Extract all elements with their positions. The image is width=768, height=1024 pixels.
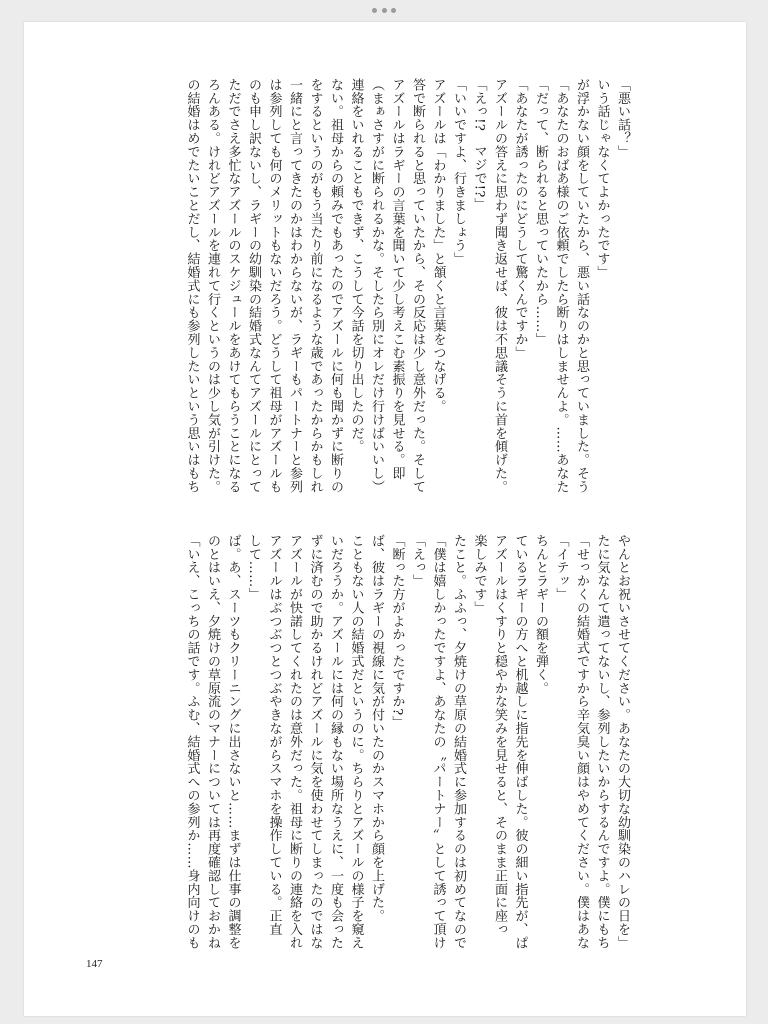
text-block-top (92, 78, 632, 524)
text-line: アズールはぶつぶつとつぶやきながらスマホを操作している。正直 (266, 534, 282, 936)
handle-dot (382, 8, 387, 13)
text-line: 「えっ」 (410, 534, 425, 588)
text-line: 「だって、断られると思っていたから……」 (533, 78, 548, 346)
text-line: をするというのがもう当たり前になるような歳であったからかもしれ (307, 78, 323, 494)
text-line: アズールはラギーの言葉を聞いて少し考えこむ素振りを見せる。即 (389, 78, 405, 480)
text-line: ない。祖母からの頼みでもあったのでアズールに何も聞かずに断りの (328, 78, 343, 494)
text-line: 「あなたのおばあ様のご依頼でしたら断りはしませんよ。……あなた (553, 78, 569, 494)
text-line: ろんある。けれどアズールを連れて行くというのは少し気が引けた。 (205, 78, 220, 494)
text-line: 「いいですよ、行きましょう」 (451, 78, 466, 266)
text-line: して……」 (246, 534, 261, 601)
text-line: の結婚はめでたいことだし、結婚式にも参列したいという思いはもち (184, 78, 200, 494)
handle-dot (391, 8, 396, 13)
text-line: は参列しても何のメリットもないだろう。どうして祖母がアズールも (266, 78, 282, 494)
text-line: たに気なんて遣ってないし、参列したいからするんですよ。僕にもち (594, 534, 610, 950)
text-line: 連絡をいれることもできず、こうして今話を切り出したのだ。 (348, 78, 364, 454)
text-line: 「断った方がよかったですか?」 (389, 534, 405, 729)
handle-dot (372, 8, 377, 13)
text-line: 一緒にと言ってきたのかはわからないが、ラギーもパートナーと参列 (287, 78, 302, 494)
text-line: アズールは「わかりました」と頷くと言葉をつなげる。 (430, 78, 446, 413)
text-line: アズールが快諾してくれたのは意外だった。祖母に断りの連絡を入れ (287, 534, 302, 950)
book-page (24, 22, 746, 1016)
page-number: 147 (86, 958, 103, 970)
text-line: こともない人の結婚式だというのに。ちらりとアズールの様子を窺え (348, 534, 364, 950)
text-line: 「僕は嬉しかったですよ、あなたの〝パートナー〟として誘って頂け (430, 534, 446, 950)
text-line: 「いえ、こっちの話です。ふむ、結婚式への参列か……身内向けのも (184, 534, 200, 950)
text-line: ば、彼はラギーの視線に気が付いたのかスマホから顔を上げた。 (369, 534, 384, 923)
text-line: 楽しみです」 (471, 534, 487, 615)
text-line: 「イテッ」 (553, 534, 569, 601)
text-line: アズールの答えに思わず聞き返せば、彼は不思議そうに首を傾げた。 (492, 78, 507, 494)
text-line: 「えっ!? マジで!?」 (471, 78, 487, 212)
text-line: 「あなたが誘ったのにどうして驚くんですか」 (512, 78, 528, 360)
text-line: ずに済むので助かるけれどアズールに気を使わせてしまったのではな (307, 534, 323, 950)
text-line: （まぁさすがに断られるかな。そしたら別にオレだけ行けばいいし） (369, 78, 384, 494)
text-line: 「悪い話？」 (615, 78, 630, 159)
text-line: ただでさえ多忙なアズールのスケジュールをあけてもらうことになる (225, 78, 241, 494)
drag-handle-icon[interactable] (372, 6, 396, 14)
text-line: のとはいえ、夕焼けの草原流のマナーについては再度確認しておかね (205, 534, 220, 950)
text-line: アズールはくすりと穏やかな笑みを見せると、そのまま正面に座っ (492, 534, 507, 936)
text-line: のも申し訳ないし、ラギーの幼馴染の結婚式なんてアズールにとって (246, 78, 261, 494)
text-line: いう話じゃなくてよかったです」 (594, 78, 610, 279)
text-line: たこと。ふふっ、夕焼けの草原の結婚式に参加するのは初めてなので (451, 534, 466, 950)
text-block-bottom (92, 534, 632, 964)
text-line: 「せっかくの結婚式ですから辛気臭い顔はやめてください。僕はあな (574, 534, 589, 950)
text-line: ば。あ、スーツもクリーニングに出さないと……まずは仕事の調整を (225, 534, 241, 950)
text-line: 答で断られると思っていたから、その反応は少し意外だった。そして (410, 78, 425, 494)
text-line: ちんとラギーの額を弾く。 (533, 534, 548, 695)
text-line: が浮かない顔をしていたから、悪い話なのかと思っていました。そう (574, 78, 589, 494)
text-line: いだろうか。アズールには何の縁もない場所なうえに、一度も会った (328, 534, 343, 950)
text-line: やんとお祝いさせてください。あなたの大切な幼馴染のハレの日を」 (615, 534, 630, 950)
text-line: ているラギーの方へと机越しに指先を伸ばした。彼の細い指先が、ぱ (512, 534, 528, 950)
